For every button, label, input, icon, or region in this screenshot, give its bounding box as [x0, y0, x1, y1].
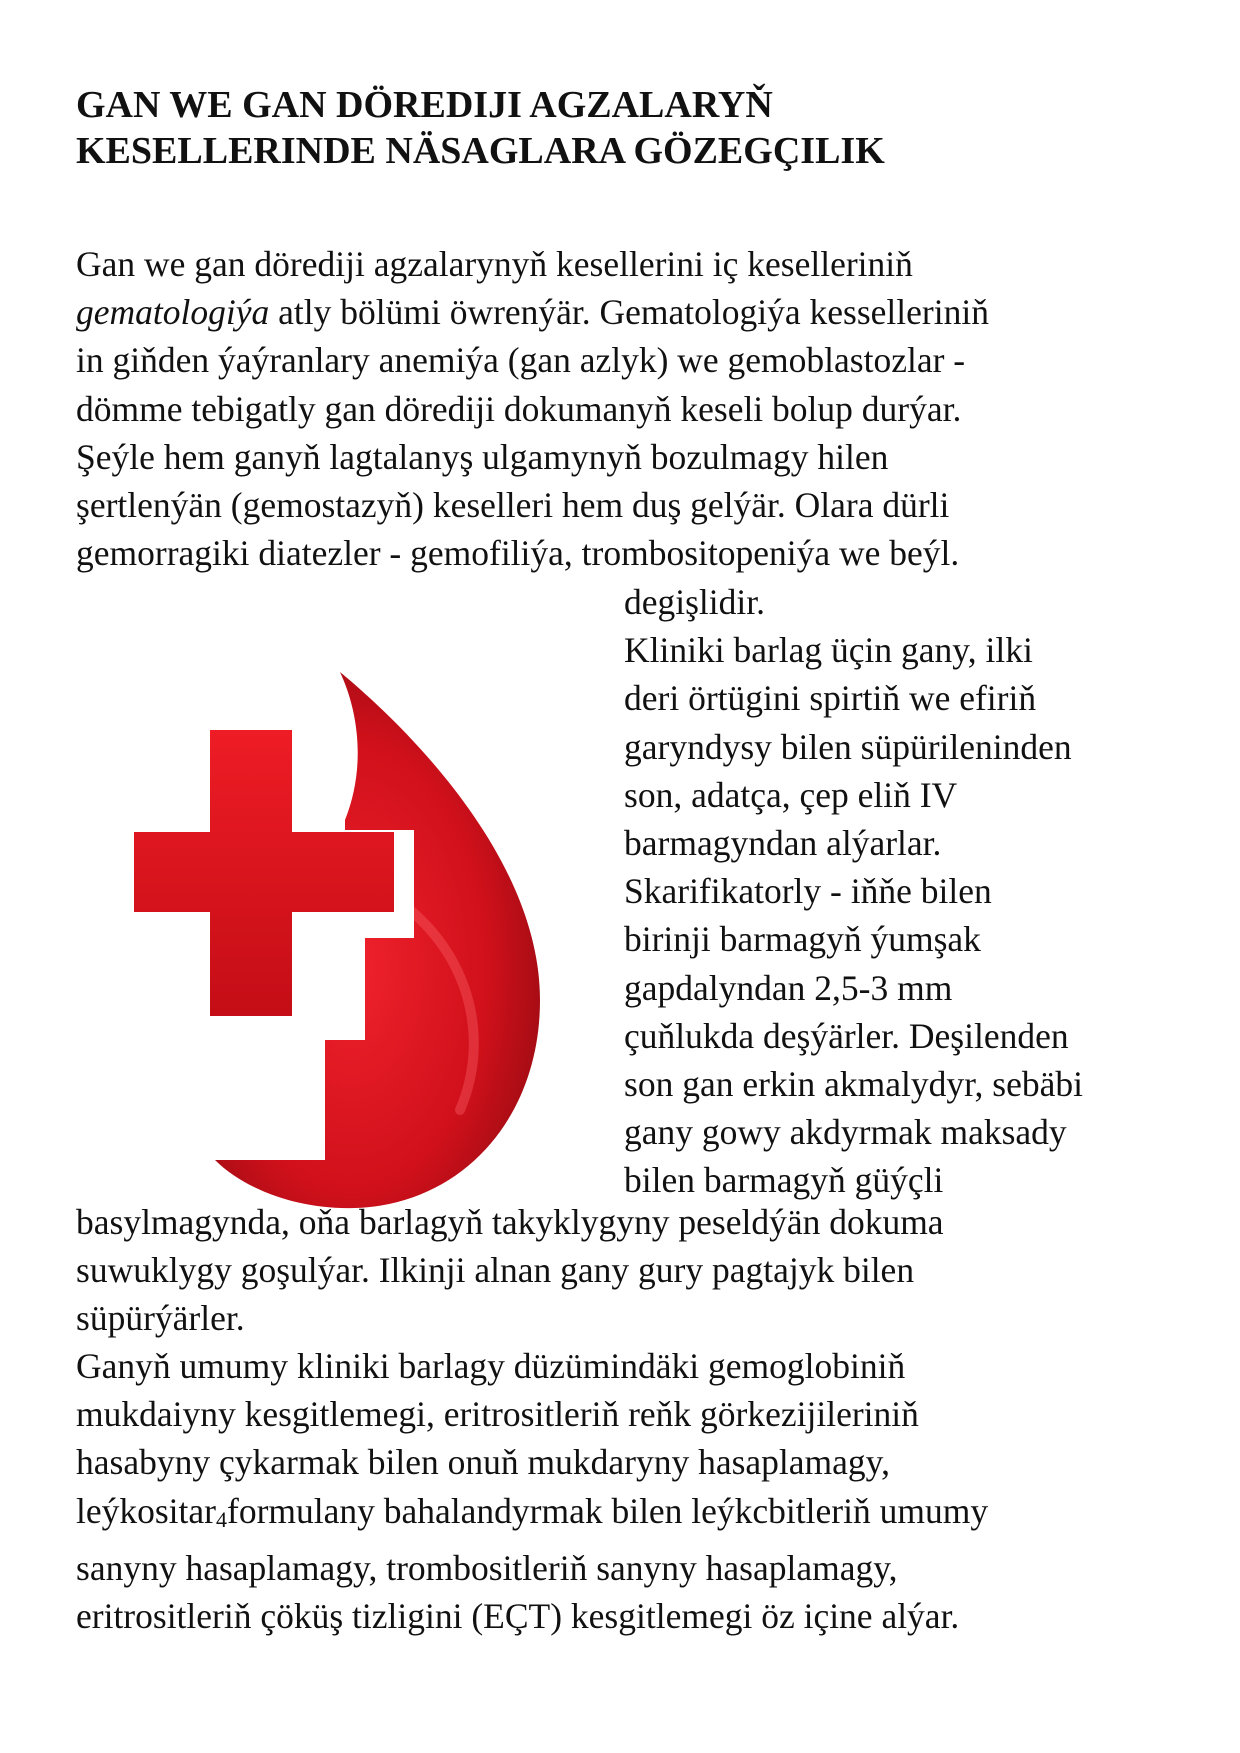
continuation-paragraph	[76, 1198, 944, 1343]
blood-drop-red-cross-icon	[110, 660, 580, 1220]
final-line: hasabyny çykarmak bilen onuň mukdaryny hasaplamagy,	[76, 1442, 890, 1483]
side-line: son, adatça, çep eliň IV	[624, 774, 958, 815]
intro-line: dömme tebigatly gan dörediji dokumanyň keseli bolup durýar.	[76, 388, 962, 429]
side-paragraph	[624, 578, 1083, 1205]
side-line: son gan erkin akmalydyr, sebäbi	[624, 1064, 1083, 1105]
side-line: barmagyndan alýarlar.	[624, 823, 942, 864]
final-line	[76, 1487, 988, 1544]
final-line-part: formulany bahalandyrmak bilen leýkcbitleriň umumy	[227, 1490, 989, 1531]
final-paragraph	[76, 1342, 988, 1640]
intro-paragraph	[76, 240, 989, 577]
side-line: bilen barmagyň güýçli	[624, 1160, 944, 1201]
final-line: mukdaiyny kesgitlemegi, eritrositleriň reňk görkezijileriniň	[76, 1394, 919, 1435]
cont-line: suwuklygy goşulýar. Ilkinji alnan gany gury pagtajyk bilen	[76, 1250, 915, 1291]
subscript: 4	[216, 1506, 227, 1532]
final-line: eritrositleriň çöküş tizligini (EÇT) kesgitlemegi öz içine alýar.	[76, 1596, 960, 1637]
side-line: degişlidir.	[624, 582, 766, 622]
intro-line	[76, 288, 989, 336]
side-line: gany gowy akdyrmak maksady	[624, 1112, 1067, 1153]
page-title	[76, 82, 1176, 174]
final-line: sanyny hasaplamagy, trombositleriň sanyny hasaplamagy,	[76, 1547, 898, 1588]
intro-line: in giňden ýaýranlary anemiýa (gan azlyk) we gemoblastozlar -	[76, 340, 966, 381]
intro-line: Şeýle hem ganyň lagtalanyş ulgamynyň bozulmagy hilen	[76, 436, 889, 477]
cont-line: süpürýärler.	[76, 1298, 245, 1339]
intro-line: şertlenýän (gemostazyň) keselleri hem duş gelýär. Olara dürli	[76, 485, 950, 526]
side-line: Kliniki barlag üçin gany, ilki	[624, 630, 1033, 671]
cont-line: basylmagynda, oňa barlagyň takyklygyny peseldýän dokuma	[76, 1202, 944, 1242]
side-line: garyndysy bilen süpürileninden	[624, 726, 1072, 767]
side-line: gapdalyndan 2,5-3 mm	[624, 967, 953, 1008]
term-italic: gematologiýa	[76, 292, 270, 333]
title-line-1: GAN WE GAN DÖREDIJI AGZALARYŇ	[76, 84, 773, 126]
final-line: Ganyň umumy kliniki barlagy düzümindäki gemoglobiniň	[76, 1346, 906, 1386]
side-line: çuňlukda deşýärler. Deşilenden	[624, 1015, 1069, 1056]
final-line-part: leýkositar	[76, 1490, 216, 1531]
intro-line: gemorragiki diatezler - gemofiliýa, trombositopeniýa we beýl.	[76, 533, 960, 574]
red-cross-shape	[134, 730, 394, 1016]
intro-line: Gan we gan dörediji agzalarynyň kesellerini iç keselleriniň	[76, 244, 913, 284]
intro-line-rest: atly bölümi öwrenýär. Gematologiýa kesselleriniň	[269, 292, 989, 333]
side-line: Skarifikatorly - iňňe bilen	[624, 871, 992, 912]
side-line: deri örtügini spirtiň we efiriň	[624, 678, 1037, 719]
title-line-2: KESELLERINDE NÄSAGLARA GÖZEGÇILIK	[76, 130, 885, 172]
side-line: birinji barmagyň ýumşak	[624, 919, 981, 960]
